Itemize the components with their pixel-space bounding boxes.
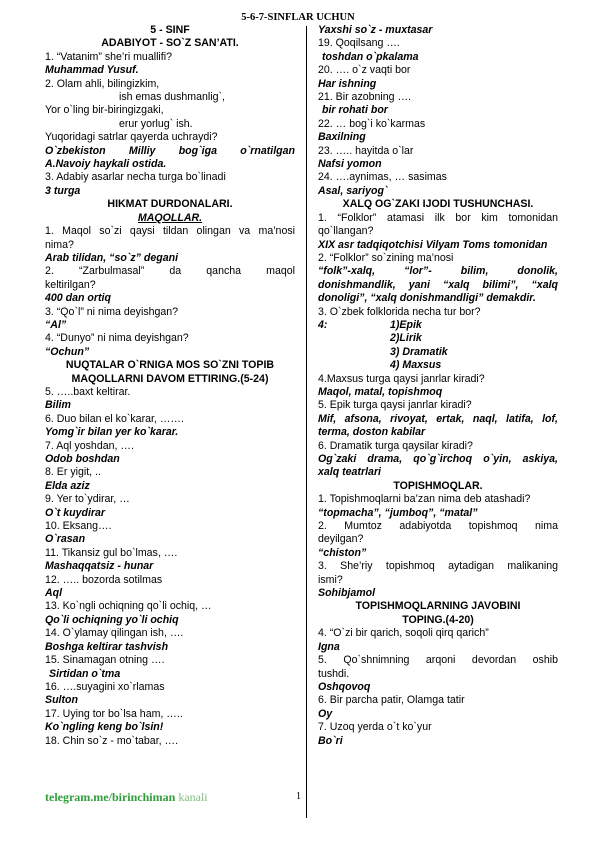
left-column	[45, 24, 295, 748]
answer-line: Mif, afsona, rivoyat, ertak, naql, latifa, lof,	[318, 412, 558, 425]
answer-line: Oy	[318, 707, 333, 720]
question-line: 6. Dramatik turga qaysilar kiradi?	[318, 439, 473, 452]
answer-line: Nafsi yomon	[318, 158, 382, 171]
answer-line: O`rasan	[45, 533, 86, 546]
question-line: 2. “Folklor” so`zining ma’nosi	[318, 251, 454, 264]
question-line: 8. Er yigit, ..	[45, 466, 101, 479]
answer-line: Baxilning	[318, 131, 366, 144]
answer-line: Arab tilidan, “so`z” degani	[45, 251, 179, 264]
answer-line: 3) Dramatik	[390, 345, 448, 358]
question-line: 19. Qoqilsang ….	[318, 37, 400, 50]
answer-line: “chiston”	[318, 546, 367, 559]
question-line: 14. O`ylamay qilingan ish, ….	[45, 627, 184, 640]
answer-line: “topmacha”, “jumboq”, “matal”	[318, 506, 478, 519]
answer-line: 4) Maxsus	[390, 359, 442, 372]
section-heading: TOPISHMOQLARNING JAVOBINI	[355, 600, 521, 613]
question-line: 5. Epik turga qaysi janrlar kiradi?	[318, 399, 472, 412]
question-line: 4. “O`zi bir qarich, soqoli qirq qarich”	[318, 627, 489, 640]
question-line: 2. “Zarbulmasal” da qancha maqol	[45, 265, 295, 278]
answer-line: Qo`li ochiqning yo`li ochiq	[45, 613, 179, 626]
answer-line: Maqol, matal, topishmoq	[318, 385, 443, 398]
page-number: 1	[296, 791, 301, 802]
question-line: 2. Mumtoz adabiyotda topishmoq nima	[318, 520, 558, 533]
question-line: 6. Bir parcha patir, Olamga tatir	[318, 694, 465, 707]
page-title: 5-6-7-SINFLAR UCHUN	[241, 12, 355, 23]
answer-line: O`zbekiston Milliy bog`iga o`rnatilgan	[45, 144, 295, 157]
section-heading: HIKMAT DURDONALARI.	[107, 198, 233, 211]
question-line: 2. Olam ahli, bilingizkim,	[45, 77, 160, 90]
answer-count: 4:	[318, 318, 328, 331]
question-line: 1. “Folklor” atamasi ilk bor kim tomonidan	[318, 211, 558, 224]
answer-line: bir rohati bor	[322, 104, 388, 117]
answer-line: terma, doston kabilar	[318, 426, 426, 439]
answer-line: Bo`ri	[318, 734, 343, 747]
question-line: 15. Sinamagan otning ….	[45, 654, 165, 667]
section-heading: MAQOLLAR.	[137, 211, 203, 224]
answer-line: Bilim	[45, 399, 71, 412]
footer-link-suffix: kanali	[175, 790, 208, 804]
answer-line: 2)Lirik	[390, 332, 422, 345]
question-line: nima?	[45, 238, 74, 251]
question-line: 3. O`zbek folklorida necha tur bor?	[318, 305, 481, 318]
question-line: keltirilgan?	[45, 278, 96, 291]
answer-line: Oshqovoq	[318, 680, 371, 693]
answer-line: XIX asr tadqiqotchisi Vilyam Toms tomonidan	[318, 238, 548, 251]
question-line: 1. Maqol so`zi qaysi tildan olingan va ma’nosi	[45, 225, 295, 238]
answer-line: 3 turga	[45, 184, 81, 197]
right-column	[318, 24, 558, 748]
answer-line: Sulton	[45, 694, 78, 707]
answer-line: donishmandlik, yani “xalq bilimi”, “xalq	[318, 278, 558, 291]
answer-line: toshdan o`pkalama	[322, 50, 419, 63]
question-line: 17. Uying tor bo`lsa ham, …..	[45, 707, 183, 720]
question-line: ismi?	[318, 573, 343, 586]
answer-line: donoligi”, “xalq donishmandligi” demakdir.	[318, 292, 536, 305]
answer-line: Muhammad Yusuf.	[45, 64, 139, 77]
question-line: ish emas dushmanlig`,	[119, 91, 225, 104]
question-line: 16. ….suyagini xo`rlamas	[45, 680, 165, 693]
answer-line: Yaxshi so`z - muxtasar	[318, 24, 433, 36]
section-heading: TOPISHMOQLAR.	[393, 479, 483, 492]
answer-line	[318, 319, 558, 332]
footer-channel-link[interactable]	[45, 790, 208, 805]
question-line: qo`llangan?	[318, 225, 374, 238]
answer-line: “Al”	[45, 318, 67, 331]
question-line: 5. …..baxt keltirar.	[45, 385, 131, 398]
answer-line: Boshga keltirar tashvish	[45, 640, 169, 653]
answer-line: Odob boshdan	[45, 453, 120, 465]
question-line: 12. ….. bozorda sotilmas	[45, 573, 163, 586]
answer-line: A.Navoiy haykali ostida.	[45, 158, 167, 171]
question-line: 3. “Qo`l” ni nima deyishgan?	[45, 305, 179, 318]
section-heading: TOPING.(4-20)	[402, 613, 474, 626]
question-line: 4. “Dunyo” ni nima deyishgan?	[45, 332, 189, 345]
answer-line: xalq teatrlari	[318, 466, 382, 479]
answer-line: Sohibjamol	[318, 587, 376, 600]
footer-link-text[interactable]: telegram.me/birinchiman	[45, 790, 176, 804]
section-heading: XALQ OG`ZAKI IJODI TUSHUNCHASI.	[342, 198, 534, 211]
question-line: 11. Tikansiz gul bo`lmas, ….	[45, 546, 178, 559]
question-line: 1. “Vatanim” she’ri muallifi?	[45, 50, 172, 63]
answer-line: 400 dan ortiq	[45, 292, 111, 305]
answer-line: Mashaqqatsiz - hunar	[45, 560, 154, 573]
section-heading: ADABIYOT - SO`Z SAN’ATI.	[101, 37, 239, 50]
answer-line: O`t kuydirar	[45, 506, 106, 519]
question-line: 23. ….. hayitda o`lar	[318, 144, 414, 157]
question-line: 20. …. o`z vaqti bor	[318, 64, 411, 77]
answer-line: Aql	[45, 587, 63, 600]
answer-line: Elda aziz	[45, 479, 90, 492]
question-line: 22. … bog`i ko`karmas	[318, 117, 426, 130]
answer-option: 1)Epik	[390, 318, 422, 331]
answer-line: Har ishning	[318, 77, 377, 90]
question-line: tushdi.	[318, 667, 350, 680]
answer-line: Asal, sariyog`	[318, 184, 388, 197]
question-line: 4.Maxsus turga qaysi janrlar kiradi?	[318, 372, 485, 385]
section-heading: 5 - SINF	[150, 24, 190, 36]
question-line: 7. Aql yoshdan, ….	[45, 439, 134, 452]
answer-line: “Ochun”	[45, 345, 90, 358]
question-line: 24. ….aynimas, … sasimas	[318, 171, 447, 184]
answer-line: Igna	[318, 640, 340, 653]
section-heading: NUQTALAR O`RNIGA MOS SO`ZNI TOPIB	[65, 359, 275, 372]
question-line: 18. Chin so`z - mo`tabar, ….	[45, 734, 179, 747]
answer-line: Og`zaki drama, qo`g`irchoq o`yin, askiya,	[318, 453, 558, 465]
question-line: 7. Uzoq yerda o`t ko`yur	[318, 721, 432, 734]
column-divider	[306, 26, 307, 818]
question-line: 9. Yer to`ydirar, …	[45, 493, 130, 506]
section-heading: MAQOLLARNI DAVOM ETTIRING.(5-24)	[71, 372, 269, 385]
question-line: 10. Eksang….	[45, 520, 112, 533]
question-line: 5. Qo`shnimning arqoni devordan oshib	[318, 654, 558, 667]
question-line: 21. Bir azobning ….	[318, 91, 412, 104]
question-line: 3. Adabiy asarlar necha turga bo`linadi	[45, 171, 226, 184]
question-line: Yuqoridagi satrlar qayerda uchraydi?	[45, 131, 218, 144]
question-line: 1. Topishmoqlarni ba’zan nima deb atashadi?	[318, 493, 531, 506]
question-line: 6. Duo bilan el ko`karar, …….	[45, 412, 184, 425]
question-line: deyilgan?	[318, 533, 364, 546]
answer-line: “folk”-xalq, “lor”- bilim, donolik,	[318, 265, 558, 278]
question-line: 13. Ko`ngli ochiqning qo`li ochiq, …	[45, 600, 212, 613]
answer-line: Yomg`ir bilan yer ko`karar.	[45, 426, 179, 439]
question-line: 3. She’riy topishmoq aytadigan malikaning	[318, 560, 558, 573]
question-line: Yor o`ling bir-biringizgaki,	[45, 104, 164, 117]
answer-line: Ko`ngling keng bo`lsin!	[45, 721, 164, 734]
question-line: erur yorlug` ish.	[119, 117, 193, 130]
answer-line: Sirtidan o`tma	[49, 667, 121, 680]
